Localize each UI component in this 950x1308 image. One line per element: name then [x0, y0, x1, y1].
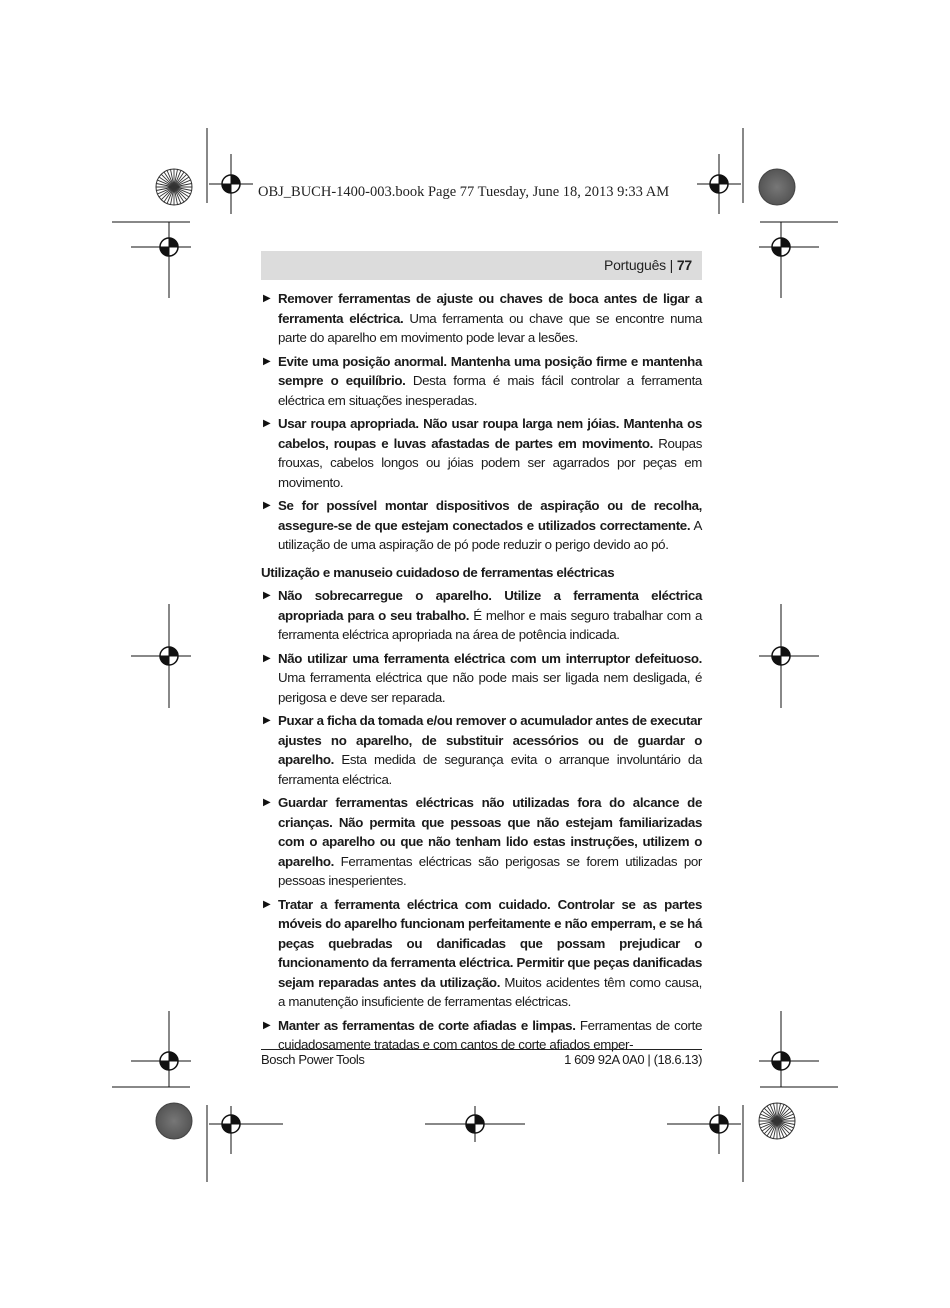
- bullet-triangle-icon: ▶: [263, 418, 271, 429]
- item-bold-text: Usar roupa apropriada. Não usar roupa larga nem jóias. Mantenha os cabelos, roupas e luvas afastadas de partes em movimento.: [278, 416, 702, 451]
- bullet-triangle-icon: ▶: [263, 1019, 271, 1031]
- item-bold-text: Tratar a ferramenta eléctrica com cuidado. Controlar se as partes móveis do aparelho funcionam perfeitamente e não emperram, e se há peças quebradas ou danificadas que possam prejudicar o funcionamento da ferramenta eléctrica. Permitir que peças danificadas sejam reparadas antes da utilização.: [278, 896, 702, 990]
- item-bold-text: Puxar a ficha da tomada e/ou remover o acumulador antes de executar ajustes no aparelho, de substituir acessórios ou de guardar o aparelho.: [278, 713, 702, 767]
- print-info-line: OBJ_BUCH-1400-003.book Page 77 Tuesday, June 18, 2013 9:33 AM: [258, 184, 670, 200]
- header-language: Português: [603, 257, 666, 273]
- bullet-triangle-icon: ▶: [263, 652, 271, 664]
- item-text: Uma ferramenta eléctrica que não pode mais ser ligada nem desligada, é perigosa e deve ser reparada.: [278, 670, 702, 705]
- bullet-triangle-icon: ▶: [263, 715, 271, 726]
- item-text: Desta forma é mais fácil controlar a ferramenta eléctrica em situações inesperadas.: [278, 373, 702, 408]
- item-bold-text: Não sobrecarregue o aparelho. Utilize a ferramenta eléctrica apropriada para o seu trabalho.: [278, 588, 702, 623]
- bullet-triangle-icon: ▶: [263, 898, 271, 910]
- item-text: A utilização de uma aspiração de pó pode reduzir o perigo devido ao pó.: [278, 517, 702, 552]
- item-bold-text: Se for possível montar dispositivos de aspiração ou de recolha, assegure-se de que estejam conectados e utilizados correctamente.: [278, 498, 702, 533]
- grey-registration-circle: [156, 1103, 192, 1139]
- item-text: Muitos acidentes têm como causa, a manutenção insuficiente de ferramentas eléctricas.: [278, 974, 702, 1009]
- list-item: [261, 711, 702, 789]
- item-text: Ferramentas eléctricas são perigosas se forem utilizadas por pessoas inesperientes.: [278, 853, 702, 888]
- footer-brand: Bosch Power Tools: [261, 1052, 365, 1067]
- header-separator: |: [665, 257, 677, 273]
- item-text: Ferramentas de corte cuidadosamente tratadas e com cantos de corte afiados emper-: [278, 1017, 702, 1052]
- list-item: [261, 895, 702, 1012]
- page-header-bar: [261, 251, 702, 280]
- item-bold-text: Não utilizar uma ferramenta eléctrica com um interruptor defeituoso.: [278, 650, 702, 666]
- page-content: [261, 289, 702, 1059]
- list-item: [261, 586, 702, 645]
- bullet-triangle-icon: ▶: [263, 500, 271, 511]
- page-number: 77: [676, 257, 692, 273]
- list-item: [261, 414, 702, 492]
- starburst-mark: [156, 169, 192, 205]
- list-item: [261, 649, 702, 708]
- item-text: Roupas frouxas, cabelos longos ou jóias podem ser agarrados por peças em movimento.: [278, 435, 703, 490]
- list-item: [261, 793, 702, 891]
- item-bold-text: Guardar ferramentas eléctricas não utilizadas fora do alcance de crianças. Não permita que pessoas que não estejam familiarizadas com o aparelho ou que não tenham lido estas instruções, utilizem o aparelho.: [278, 795, 702, 869]
- bullet-triangle-icon: ▶: [263, 590, 271, 601]
- starburst-mark: [759, 1103, 795, 1139]
- page-header: [604, 257, 692, 273]
- bullet-triangle-icon: ▶: [263, 797, 271, 808]
- list-item: [261, 352, 702, 411]
- item-bold-text: Manter as ferramentas de corte afiadas e limpas.: [278, 1017, 576, 1033]
- item-text: Esta medida de segurança evita o arranque involuntário da ferramenta eléctrica.: [278, 752, 702, 787]
- list-item: [261, 496, 702, 555]
- list-item: [261, 289, 702, 348]
- item-bold-text: Evite uma posição anormal. Mantenha uma posição firme e mantenha sempre o equilíbrio.: [278, 353, 702, 388]
- grey-registration-circle: [759, 169, 795, 205]
- footer-doc-number: 1 609 92A 0A0 | (18.6.13): [564, 1052, 702, 1067]
- section-heading: Utilização e manuseio cuidadoso de ferramentas eléctricas: [261, 564, 615, 580]
- bullet-triangle-icon: ▶: [263, 355, 271, 367]
- item-text: Uma ferramenta ou chave que se encontre numa parte do aparelho em movimento pode levar a lesões.: [278, 310, 702, 345]
- item-bold-text: Remover ferramentas de ajuste ou chaves de boca antes de ligar a ferramenta eléctrica.: [278, 291, 702, 326]
- footer-rule: [261, 1049, 702, 1050]
- bullet-triangle-icon: ▶: [263, 293, 271, 304]
- item-text: É melhor e mais seguro trabalhar com a ferramenta eléctrica apropriada na área de potência indicada.: [278, 607, 702, 642]
